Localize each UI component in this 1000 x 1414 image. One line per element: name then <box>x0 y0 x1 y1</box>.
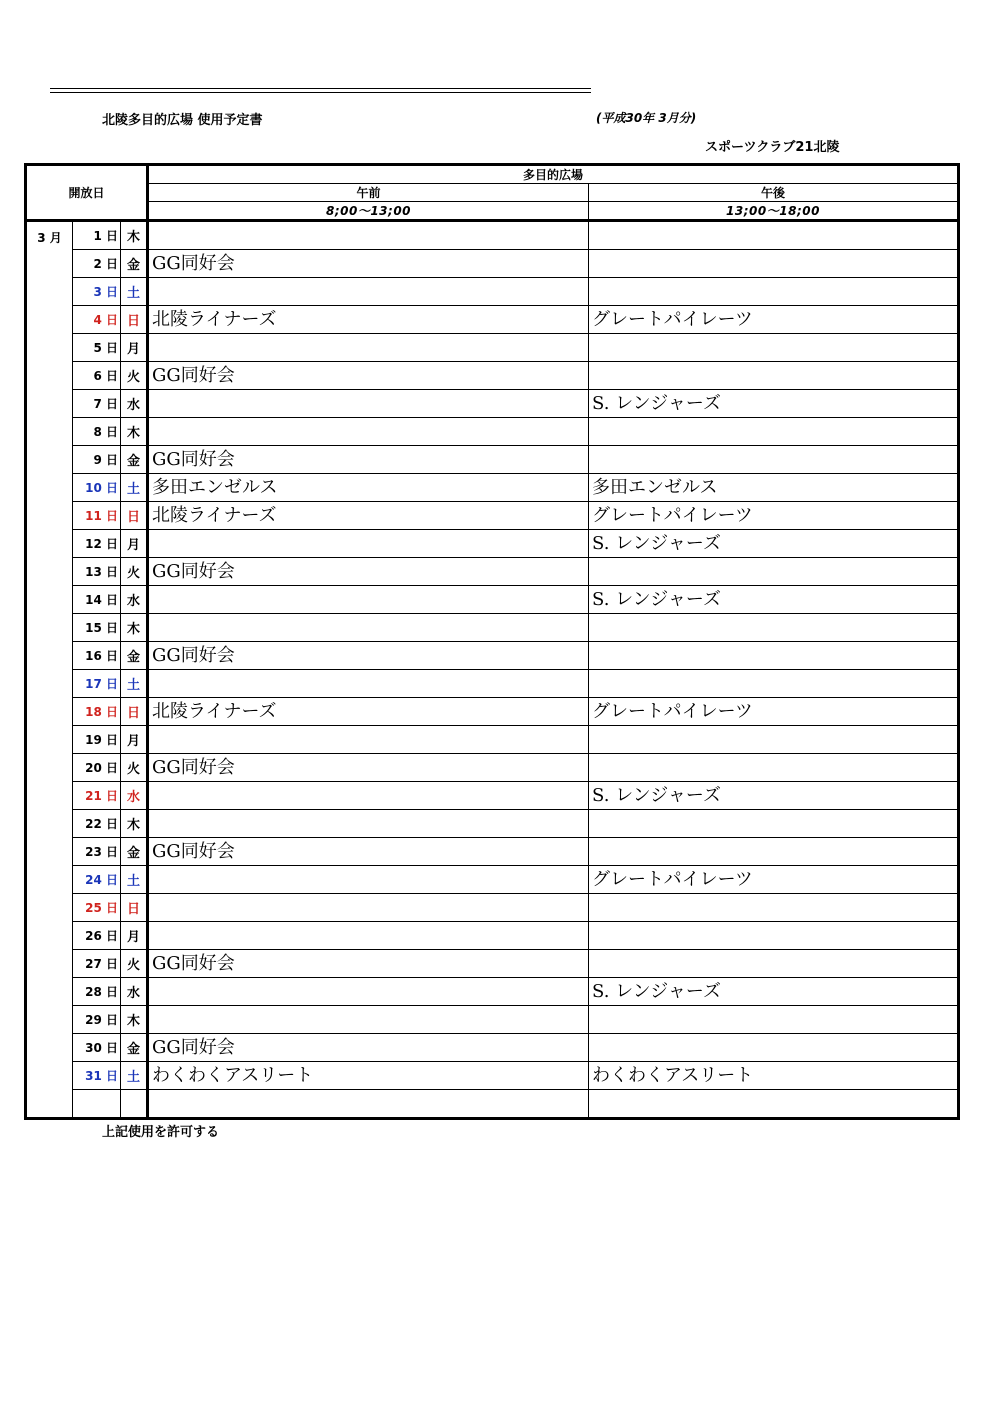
weekday-cell: 月 <box>121 726 148 754</box>
day-cell: 4 日 <box>73 306 121 334</box>
blank-cell <box>589 1090 959 1119</box>
day-cell: 14 日 <box>73 586 121 614</box>
weekday-cell: 火 <box>121 362 148 390</box>
am-cell: わくわくアスリート <box>148 1062 589 1090</box>
organization-name: スポーツクラブ21北陵 <box>705 140 840 155</box>
table-row <box>26 418 959 446</box>
pm-cell <box>589 838 959 866</box>
am-cell: 北陵ライナーズ <box>148 502 589 530</box>
pm-cell: S. レンジャーズ <box>589 978 959 1006</box>
day-cell: 17 日 <box>73 670 121 698</box>
table-row <box>26 670 959 698</box>
day-cell: 13 日 <box>73 558 121 586</box>
weekday-cell: 木 <box>121 221 148 250</box>
am-cell <box>148 418 589 446</box>
pm-cell <box>589 362 959 390</box>
am-cell: GG同好会 <box>148 754 589 782</box>
day-cell: 23 日 <box>73 838 121 866</box>
pm-cell: S. レンジャーズ <box>589 586 959 614</box>
am-cell: 北陵ライナーズ <box>148 698 589 726</box>
table-row <box>26 1062 959 1090</box>
table-row <box>26 754 959 782</box>
day-cell: 1 日 <box>73 221 121 250</box>
weekday-cell: 土 <box>121 278 148 306</box>
am-cell: 多田エンゼルス <box>148 474 589 502</box>
day-cell: 21 日 <box>73 782 121 810</box>
table-row <box>26 810 959 838</box>
pm-cell: S. レンジャーズ <box>589 782 959 810</box>
am-cell: GG同好会 <box>148 642 589 670</box>
pm-cell <box>589 250 959 278</box>
table-row <box>26 866 959 894</box>
day-cell: 26 日 <box>73 922 121 950</box>
schedule-table <box>24 163 960 1120</box>
weekday-cell: 日 <box>121 502 148 530</box>
table-row <box>26 950 959 978</box>
am-cell <box>148 726 589 754</box>
pm-cell <box>589 418 959 446</box>
day-cell: 20 日 <box>73 754 121 782</box>
table-row <box>26 978 959 1006</box>
weekday-cell: 金 <box>121 446 148 474</box>
weekday-cell: 火 <box>121 950 148 978</box>
am-cell <box>148 782 589 810</box>
am-cell <box>148 978 589 1006</box>
am-cell: GG同好会 <box>148 838 589 866</box>
table-row <box>26 530 959 558</box>
day-cell: 29 日 <box>73 1006 121 1034</box>
pm-cell <box>589 1006 959 1034</box>
day-cell: 2 日 <box>73 250 121 278</box>
weekday-cell: 木 <box>121 810 148 838</box>
weekday-cell: 月 <box>121 334 148 362</box>
day-cell: 15 日 <box>73 614 121 642</box>
table-row <box>26 698 959 726</box>
pm-cell: わくわくアスリート <box>589 1062 959 1090</box>
table-row <box>26 390 959 418</box>
day-cell: 25 日 <box>73 894 121 922</box>
pm-cell <box>589 1034 959 1062</box>
weekday-cell: 水 <box>121 782 148 810</box>
approval-text: 上記使用を許可する <box>102 1125 220 1140</box>
table-row <box>26 474 959 502</box>
am-cell: GG同好会 <box>148 446 589 474</box>
day-cell: 12 日 <box>73 530 121 558</box>
am-cell <box>148 894 589 922</box>
day-cell: 16 日 <box>73 642 121 670</box>
am-cell <box>148 334 589 362</box>
header-venue: 多目的広場 <box>148 165 959 184</box>
table-row <box>26 334 959 362</box>
table-row <box>26 250 959 278</box>
table-row <box>26 726 959 754</box>
header-kaiho: 開放日 <box>26 165 148 221</box>
am-cell: GG同好会 <box>148 250 589 278</box>
pm-cell: グレートパイレーツ <box>589 698 959 726</box>
pm-cell: グレートパイレーツ <box>589 502 959 530</box>
day-cell: 6 日 <box>73 362 121 390</box>
pm-cell <box>589 558 959 586</box>
day-cell: 27 日 <box>73 950 121 978</box>
table-row <box>26 838 959 866</box>
day-cell: 3 日 <box>73 278 121 306</box>
weekday-cell: 金 <box>121 1034 148 1062</box>
weekday-cell: 日 <box>121 306 148 334</box>
table-row <box>26 502 959 530</box>
day-cell: 5 日 <box>73 334 121 362</box>
header-pm-time: 13;00〜18;00 <box>589 202 959 221</box>
table-row <box>26 782 959 810</box>
am-cell <box>148 221 589 250</box>
am-cell: GG同好会 <box>148 950 589 978</box>
weekday-cell: 金 <box>121 250 148 278</box>
day-cell: 8 日 <box>73 418 121 446</box>
header-am: 午前 <box>148 184 589 202</box>
pm-cell: グレートパイレーツ <box>589 306 959 334</box>
pm-cell <box>589 642 959 670</box>
table-row <box>26 221 959 250</box>
weekday-cell: 月 <box>121 922 148 950</box>
table-row <box>26 558 959 586</box>
header-am-time: 8;00〜13;00 <box>148 202 589 221</box>
pm-cell <box>589 614 959 642</box>
weekday-cell: 日 <box>121 698 148 726</box>
blank-row <box>26 1090 959 1119</box>
pm-cell <box>589 726 959 754</box>
am-cell <box>148 670 589 698</box>
pm-cell <box>589 278 959 306</box>
weekday-cell: 火 <box>121 754 148 782</box>
pm-cell <box>589 334 959 362</box>
am-cell <box>148 922 589 950</box>
header-rule <box>50 88 591 93</box>
table-row <box>26 894 959 922</box>
day-cell: 30 日 <box>73 1034 121 1062</box>
table-row <box>26 278 959 306</box>
weekday-cell: 土 <box>121 670 148 698</box>
document-period: (平成30年 3月分) <box>596 111 697 125</box>
weekday-cell: 土 <box>121 866 148 894</box>
month-label: 3 月 <box>26 221 73 1119</box>
table-row <box>26 362 959 390</box>
day-cell: 18 日 <box>73 698 121 726</box>
table-row <box>26 614 959 642</box>
pm-cell <box>589 950 959 978</box>
weekday-cell: 金 <box>121 642 148 670</box>
am-cell: GG同好会 <box>148 558 589 586</box>
day-cell: 24 日 <box>73 866 121 894</box>
table-row <box>26 922 959 950</box>
blank-cell <box>148 1090 589 1119</box>
blank-cell <box>121 1090 148 1119</box>
pm-cell: S. レンジャーズ <box>589 390 959 418</box>
pm-cell: 多田エンゼルス <box>589 474 959 502</box>
weekday-cell: 木 <box>121 614 148 642</box>
pm-cell <box>589 922 959 950</box>
weekday-cell: 水 <box>121 586 148 614</box>
am-cell <box>148 1006 589 1034</box>
table-row <box>26 1034 959 1062</box>
am-cell <box>148 278 589 306</box>
pm-cell <box>589 446 959 474</box>
am-cell: GG同好会 <box>148 1034 589 1062</box>
day-cell: 19 日 <box>73 726 121 754</box>
am-cell <box>148 530 589 558</box>
table-row <box>26 586 959 614</box>
pm-cell: グレートパイレーツ <box>589 866 959 894</box>
pm-cell <box>589 894 959 922</box>
table-row <box>26 446 959 474</box>
document-title: 北陵多目的広場 使用予定書 <box>102 113 263 128</box>
pm-cell <box>589 221 959 250</box>
am-cell <box>148 866 589 894</box>
pm-cell <box>589 754 959 782</box>
am-cell <box>148 390 589 418</box>
weekday-cell: 火 <box>121 558 148 586</box>
pm-cell <box>589 810 959 838</box>
table-row <box>26 1006 959 1034</box>
weekday-cell: 金 <box>121 838 148 866</box>
am-cell <box>148 810 589 838</box>
day-cell: 28 日 <box>73 978 121 1006</box>
weekday-cell: 土 <box>121 1062 148 1090</box>
table-row <box>26 306 959 334</box>
weekday-cell: 日 <box>121 894 148 922</box>
am-cell: GG同好会 <box>148 362 589 390</box>
am-cell <box>148 614 589 642</box>
weekday-cell: 木 <box>121 418 148 446</box>
weekday-cell: 月 <box>121 530 148 558</box>
blank-cell <box>73 1090 121 1119</box>
am-cell <box>148 586 589 614</box>
table-row <box>26 642 959 670</box>
pm-cell: S. レンジャーズ <box>589 530 959 558</box>
weekday-cell: 土 <box>121 474 148 502</box>
pm-cell <box>589 670 959 698</box>
day-cell: 9 日 <box>73 446 121 474</box>
weekday-cell: 水 <box>121 390 148 418</box>
day-cell: 11 日 <box>73 502 121 530</box>
am-cell: 北陵ライナーズ <box>148 306 589 334</box>
header-pm: 午後 <box>589 184 959 202</box>
weekday-cell: 木 <box>121 1006 148 1034</box>
day-cell: 22 日 <box>73 810 121 838</box>
day-cell: 10 日 <box>73 474 121 502</box>
day-cell: 31 日 <box>73 1062 121 1090</box>
day-cell: 7 日 <box>73 390 121 418</box>
weekday-cell: 水 <box>121 978 148 1006</box>
